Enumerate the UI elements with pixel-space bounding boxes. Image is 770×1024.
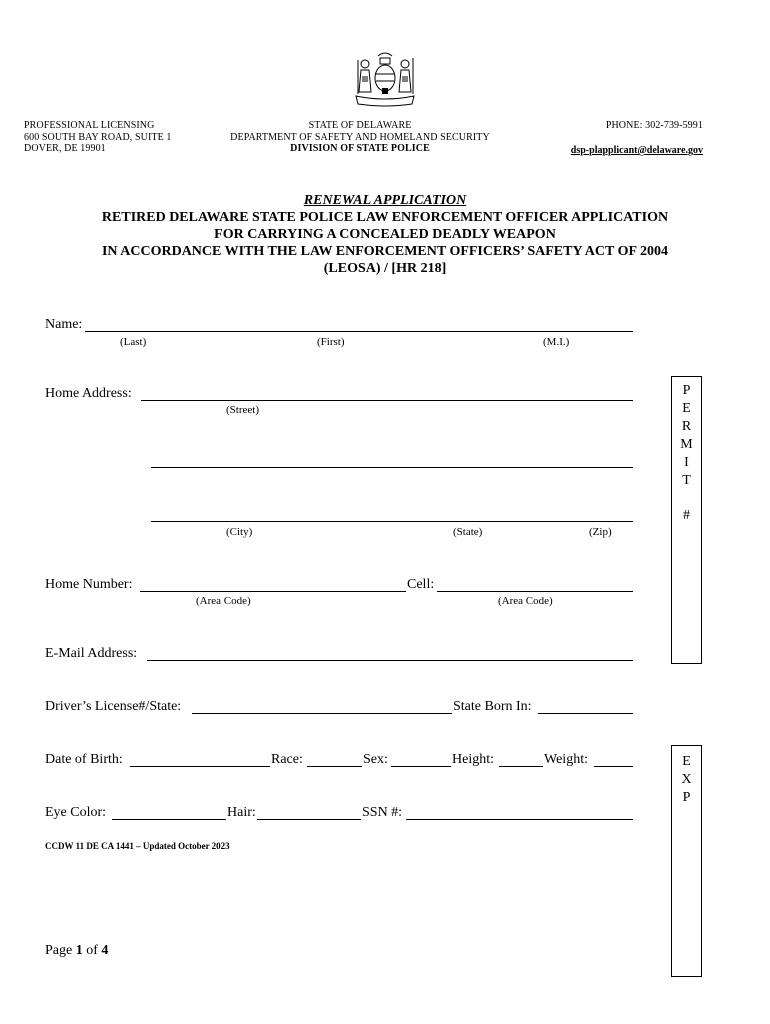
permit-number-box <box>671 376 702 664</box>
header-email-link[interactable]: dsp-plapplicant@delaware.gov <box>570 145 703 156</box>
header-address-block <box>24 120 172 155</box>
header-agency-block <box>230 120 490 155</box>
email-label: E-Mail Address: <box>45 646 138 661</box>
form-title-renewal: RENEWAL APPLICATION <box>303 193 467 208</box>
form-title-line: IN ACCORDANCE WITH THE LAW ENFORCEMENT OFFICERS’ SAFETY ACT OF 2004 <box>101 244 669 259</box>
middle-initial-caption: (M.I.) <box>543 336 570 348</box>
permit-letter: P <box>682 383 691 398</box>
eye-color-field[interactable] <box>112 819 226 820</box>
city-state-zip-field[interactable] <box>151 521 633 522</box>
permit-letter: R <box>681 419 692 434</box>
street-field[interactable] <box>141 400 633 401</box>
cell-label: Cell: <box>407 577 435 592</box>
address-line-2-field[interactable] <box>151 467 633 468</box>
expiration-box <box>671 745 702 977</box>
permit-letter: E <box>682 401 691 416</box>
header-center-line: DEPARTMENT OF SAFETY AND HOMELAND SECURITY <box>230 131 490 143</box>
street-caption: (Street) <box>226 404 259 416</box>
sex-label: Sex: <box>363 752 388 767</box>
page-prefix: Page <box>45 943 76 958</box>
email-field[interactable] <box>147 660 633 661</box>
race-label: Race: <box>271 752 303 767</box>
header-left-line: DOVER, DE 19901 <box>24 143 106 154</box>
home-number-label: Home Number: <box>45 577 133 592</box>
header-left-line: 600 SOUTH BAY ROAD, SUITE 1 <box>24 131 172 143</box>
state-born-field[interactable] <box>538 713 633 714</box>
delaware-state-seal <box>352 48 418 108</box>
sex-field[interactable] <box>391 766 451 767</box>
name-label: Name: <box>45 317 83 332</box>
height-label: Height: <box>452 752 494 767</box>
permit-letter: T <box>682 473 691 488</box>
eye-color-label: Eye Color: <box>45 805 107 820</box>
page-total: 4 <box>101 943 109 958</box>
exp-letter: E <box>682 754 691 769</box>
header-phone: PHONE: 302-739-5991 <box>605 120 703 131</box>
dob-label: Date of Birth: <box>45 752 123 767</box>
cell-field[interactable] <box>437 591 633 592</box>
zip-caption: (Zip) <box>589 526 612 538</box>
page-current: 1 <box>75 943 83 958</box>
hair-label: Hair: <box>227 805 256 820</box>
ssn-label: SSN #: <box>362 805 403 820</box>
drivers-license-label: Driver’s License#/State: <box>45 699 182 714</box>
home-number-field[interactable] <box>140 591 406 592</box>
cell-area-code-caption: (Area Code) <box>498 595 553 607</box>
header-division: DIVISION OF STATE POLICE <box>290 143 430 154</box>
drivers-license-field[interactable] <box>192 713 452 714</box>
form-title-block <box>40 209 730 277</box>
page-separator: of <box>82 943 102 958</box>
dob-field[interactable] <box>130 766 270 767</box>
name-field[interactable] <box>85 331 633 332</box>
form-title-line: (LEOSA) / [HR 218] <box>323 261 447 276</box>
state-born-label: State Born In: <box>453 699 532 714</box>
first-name-caption: (First) <box>317 336 345 348</box>
last-name-caption: (Last) <box>120 336 147 348</box>
home-area-code-caption: (Area Code) <box>196 595 251 607</box>
home-address-label: Home Address: <box>45 386 132 401</box>
state-caption: (State) <box>453 526 483 538</box>
weight-label: Weight: <box>544 752 588 767</box>
permit-letter: M <box>680 437 693 452</box>
header-center-line: STATE OF DELAWARE <box>308 120 412 131</box>
weight-field[interactable] <box>594 766 633 767</box>
page-number <box>45 943 108 959</box>
race-field[interactable] <box>307 766 362 767</box>
height-field[interactable] <box>499 766 543 767</box>
form-code: CCDW 11 DE CA 1441 – Updated October 2023 <box>45 841 230 851</box>
city-caption: (City) <box>226 526 253 538</box>
header-left-line: PROFESSIONAL LICENSING <box>24 120 155 131</box>
form-title-line: RETIRED DELAWARE STATE POLICE LAW ENFORCEMENT OFFICER APPLICATION <box>101 210 669 225</box>
hair-field[interactable] <box>257 819 361 820</box>
exp-letter: P <box>682 790 691 805</box>
form-title-line: FOR CARRYING A CONCEALED DEADLY WEAPON <box>214 227 556 242</box>
permit-hash: # <box>683 508 690 523</box>
exp-letter: X <box>681 772 692 787</box>
ssn-field[interactable] <box>406 819 633 820</box>
permit-letter: I <box>684 455 689 470</box>
